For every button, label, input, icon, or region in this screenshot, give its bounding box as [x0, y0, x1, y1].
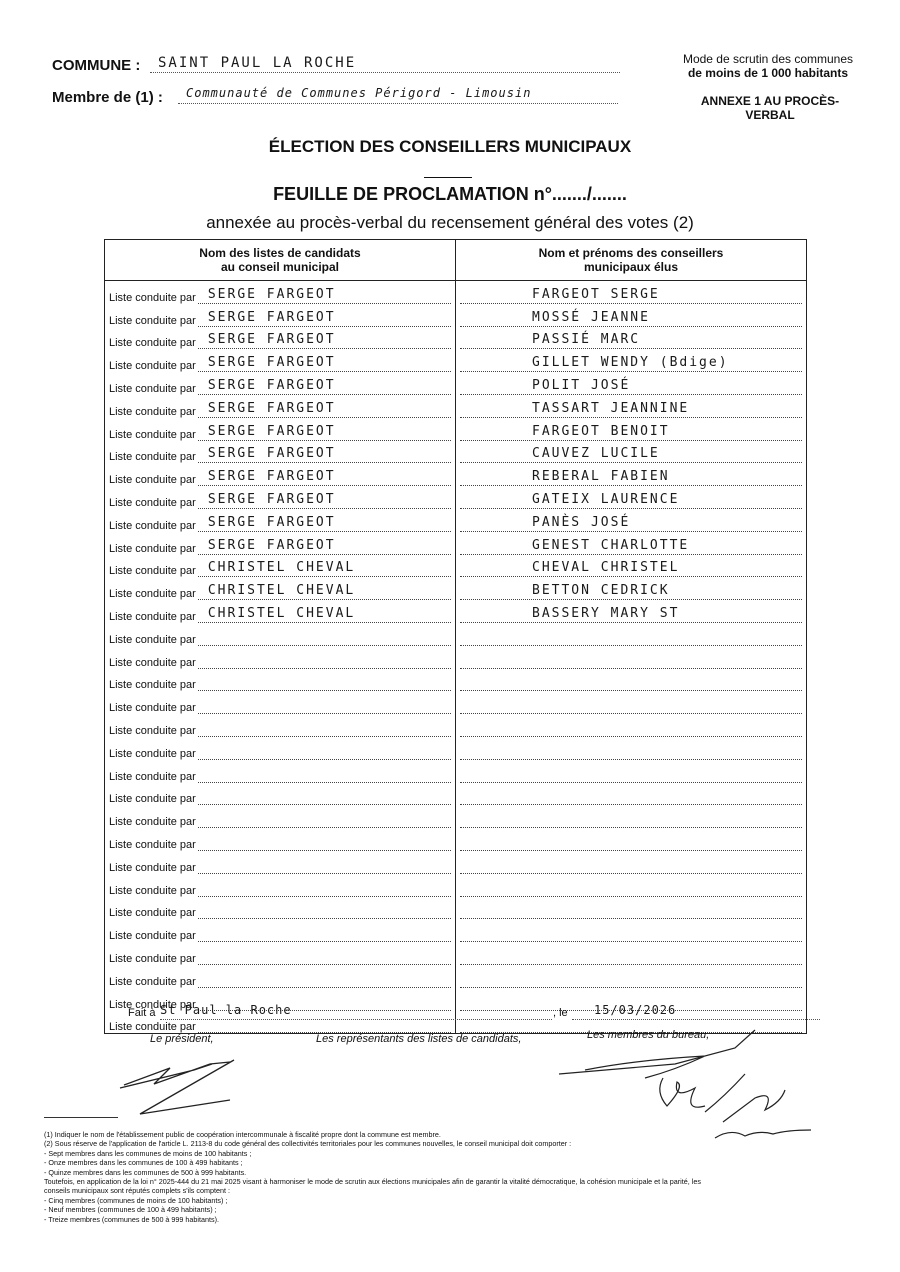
- row-label: Liste conduite par: [109, 1021, 196, 1034]
- table-row: [105, 965, 807, 988]
- table-row: [105, 646, 807, 669]
- row-label: Liste conduite par: [109, 633, 196, 646]
- elu-field[interactable]: [460, 286, 802, 304]
- feuille-title: FEUILLE DE PROCLAMATION n°......./.......: [273, 184, 627, 204]
- elu-cell: [456, 327, 807, 350]
- elu-field[interactable]: [460, 537, 802, 555]
- footnote-line: - Neuf membres (communes de 100 à 499 habitants) ;: [44, 1205, 217, 1215]
- liste-field[interactable]: [198, 1018, 451, 1033]
- row-label: Liste conduite par: [109, 816, 196, 829]
- row-label: Liste conduite par: [109, 724, 196, 737]
- liste-field[interactable]: [198, 768, 451, 783]
- table-row: [105, 828, 807, 851]
- elu-cell: [456, 874, 807, 897]
- liste-cell: [105, 395, 456, 418]
- liste-cell: [105, 349, 456, 372]
- liste-value: SERGE FARGEOT: [207, 309, 336, 325]
- elu-field[interactable]: [460, 631, 802, 646]
- elu-cell: [456, 897, 807, 920]
- liste-field[interactable]: [198, 471, 451, 486]
- elu-value: REBERAL FABIEN: [532, 469, 670, 485]
- elu-cell: [456, 851, 807, 874]
- row-label: Liste conduite par: [109, 952, 196, 965]
- row-label: Liste conduite par: [109, 610, 196, 623]
- row-label: Liste conduite par: [109, 930, 196, 943]
- row-label: Liste conduite par: [109, 656, 196, 669]
- elu-field[interactable]: [460, 471, 802, 486]
- elu-value: BASSERY MARY ST: [532, 605, 680, 621]
- elu-cell: [456, 783, 807, 806]
- elu-field[interactable]: [460, 491, 802, 509]
- liste-cell: [105, 646, 456, 669]
- liste-field[interactable]: [198, 377, 451, 395]
- liste-field[interactable]: [198, 562, 451, 577]
- table-row: [105, 600, 807, 623]
- table-row: [105, 532, 807, 555]
- liste-value: CHRISTEL CHEVAL: [207, 560, 356, 576]
- membre-value: Communauté de Communes Périgord - Limousin: [186, 86, 532, 100]
- elu-field[interactable]: [460, 309, 802, 327]
- elu-field[interactable]: [460, 927, 802, 942]
- liste-cell: [105, 828, 456, 851]
- row-label: Liste conduite par: [109, 519, 196, 532]
- liste-cell: [105, 600, 456, 623]
- elu-field[interactable]: [460, 859, 802, 874]
- footnote-line: (2) Sous réserve de l'application de l'article L. 2113-8 du code général des collectivités territoriales pour les communes nouvelles, le conseil municipal doit comporter :: [44, 1139, 572, 1149]
- elu-value: GENEST CHARLOTTE: [532, 537, 690, 553]
- liste-cell: [105, 965, 456, 988]
- liste-value: SERGE FARGEOT: [207, 286, 336, 302]
- col-listes-header: [105, 240, 456, 281]
- elu-field[interactable]: [460, 448, 802, 463]
- row-label: Liste conduite par: [109, 314, 196, 327]
- liste-field[interactable]: [198, 790, 451, 805]
- liste-cell: [105, 463, 456, 486]
- annexe-line-1: ANNEXE 1 AU PROCÈS-: [700, 94, 840, 108]
- table-row: [105, 919, 807, 942]
- liste-field[interactable]: [198, 585, 451, 600]
- commune-label: COMMUNE :: [52, 57, 141, 74]
- liste-field[interactable]: [198, 904, 451, 919]
- liste-cell: [105, 577, 456, 600]
- footnote-line: - Onze membres dans les communes de 100 à 499 habitants ;: [44, 1158, 243, 1168]
- elu-value: PASSIÉ MARC: [532, 332, 641, 348]
- row-label: Liste conduite par: [109, 747, 196, 760]
- row-label: Liste conduite par: [109, 428, 196, 441]
- elu-field[interactable]: [460, 904, 802, 919]
- liste-cell: [105, 372, 456, 395]
- elu-value: MOSSÉ JEANNE: [532, 309, 650, 325]
- table-row: [105, 805, 807, 828]
- row-label: Liste conduite par: [109, 542, 196, 555]
- fait-lieu: St Paul la Roche: [160, 1003, 292, 1017]
- row-label: Liste conduite par: [109, 382, 196, 395]
- elu-cell: [456, 441, 807, 464]
- elu-field[interactable]: [460, 357, 802, 372]
- table-row: [105, 760, 807, 783]
- liste-field[interactable]: [198, 676, 451, 691]
- elu-field[interactable]: [460, 562, 802, 577]
- table-row: [105, 851, 807, 874]
- membre-field: [178, 86, 618, 104]
- liste-field[interactable]: [198, 514, 451, 532]
- row-label: Liste conduite par: [109, 975, 196, 988]
- table-row: [105, 327, 807, 350]
- elu-cell: [456, 372, 807, 395]
- liste-value: SERGE FARGEOT: [207, 514, 336, 530]
- liste-value: SERGE FARGEOT: [207, 400, 336, 416]
- liste-field[interactable]: [198, 950, 451, 965]
- liste-value: SERGE FARGEOT: [207, 491, 336, 507]
- commune-field: [150, 55, 620, 73]
- table-row: [105, 441, 807, 464]
- liste-field[interactable]: [198, 654, 451, 669]
- elu-cell: [456, 965, 807, 988]
- liste-cell: [105, 942, 456, 965]
- elu-cell: [456, 555, 807, 578]
- table-row: [105, 942, 807, 965]
- fait-lieu-field: [160, 1005, 552, 1020]
- elu-field[interactable]: [460, 882, 802, 897]
- elu-field[interactable]: [460, 699, 802, 714]
- table-row: [105, 669, 807, 692]
- liste-cell: [105, 281, 456, 304]
- elu-cell: [456, 919, 807, 942]
- elu-cell: [456, 942, 807, 965]
- liste-field[interactable]: [198, 813, 451, 828]
- elu-field[interactable]: [460, 768, 802, 783]
- mode-line-1: Mode de scrutin des communes: [682, 52, 854, 66]
- elu-cell: [456, 600, 807, 623]
- liste-field[interactable]: [198, 882, 451, 897]
- elu-value: PANÈS JOSÉ: [532, 514, 631, 530]
- title-separator: [424, 177, 472, 178]
- elu-field[interactable]: [460, 790, 802, 805]
- liste-field[interactable]: [198, 836, 451, 851]
- table-row: [105, 349, 807, 372]
- liste-value: SERGE FARGEOT: [207, 537, 336, 553]
- liste-cell: [105, 304, 456, 327]
- liste-field[interactable]: [198, 859, 451, 874]
- elu-cell: [456, 509, 807, 532]
- table-row: [105, 418, 807, 441]
- elu-value: POLIT JOSÉ: [532, 377, 631, 393]
- elu-field[interactable]: [460, 605, 802, 623]
- page-title: ÉLECTION DES CONSEILLERS MUNICIPAUX: [268, 137, 632, 156]
- table-row: [105, 714, 807, 737]
- liste-value: SERGE FARGEOT: [207, 332, 336, 348]
- liste-cell: [105, 669, 456, 692]
- date-value: 15/03/2026: [594, 1003, 677, 1017]
- row-label: Liste conduite par: [109, 907, 196, 920]
- elu-field[interactable]: [460, 654, 802, 669]
- mode-line-2: de moins de 1 000 habitants: [687, 66, 849, 80]
- liste-cell: [105, 897, 456, 920]
- commune-value: SAINT PAUL LA ROCHE: [158, 55, 357, 71]
- row-label: Liste conduite par: [109, 496, 196, 509]
- liste-value: SERGE FARGEOT: [207, 423, 336, 439]
- row-label: Liste conduite par: [109, 884, 196, 897]
- elu-field[interactable]: [460, 973, 802, 988]
- liste-field[interactable]: [198, 286, 451, 304]
- liste-value: SERGE FARGEOT: [207, 446, 336, 462]
- elu-cell: [456, 532, 807, 555]
- row-label: Liste conduite par: [109, 360, 196, 373]
- table-row: [105, 577, 807, 600]
- elu-value: FARGEOT BENOIT: [532, 423, 670, 439]
- elu-field[interactable]: [460, 514, 802, 532]
- row-label: Liste conduite par: [109, 405, 196, 418]
- elu-field[interactable]: [460, 400, 802, 418]
- table-row: [105, 783, 807, 806]
- annexe-label: [680, 94, 860, 122]
- liste-cell: [105, 851, 456, 874]
- elu-cell: [456, 418, 807, 441]
- liste-field[interactable]: [198, 927, 451, 942]
- elu-cell: [456, 349, 807, 372]
- liste-field[interactable]: [198, 631, 451, 646]
- row-label: Liste conduite par: [109, 861, 196, 874]
- liste-field[interactable]: [198, 334, 451, 349]
- table-row: [105, 463, 807, 486]
- fait-line: [128, 1007, 156, 1019]
- footnote-separator: [44, 1117, 118, 1118]
- liste-value: CHRISTEL CHEVAL: [207, 583, 356, 599]
- elu-field[interactable]: [460, 334, 802, 349]
- liste-field[interactable]: [198, 605, 451, 623]
- table-row: [105, 691, 807, 714]
- col2-line2: municipaux élus: [583, 260, 679, 274]
- liste-value: SERGE FARGEOT: [207, 469, 336, 485]
- footnote-line: Toutefois, en application de la loi n° 2025-444 du 21 mai 2025 visant à harmoniser le mode de scrutin aux élections municipales afin de garantir la vitalité démocratique, la cohésion municipale et la parité, les: [44, 1177, 701, 1187]
- footnote-line: - Quinze membres dans les communes de 500 à 999 habitants.: [44, 1167, 247, 1177]
- liste-field[interactable]: [198, 400, 451, 418]
- table-row: [105, 395, 807, 418]
- liste-cell: [105, 919, 456, 942]
- membre-label: Membre de (1) :: [52, 89, 163, 106]
- col1-line2: au conseil municipal: [220, 260, 340, 274]
- date-field: [572, 1005, 820, 1020]
- elu-cell: [456, 714, 807, 737]
- footnote-line: - Cinq membres (communes de moins de 100 habitants) ;: [44, 1195, 228, 1205]
- elu-cell: [456, 623, 807, 646]
- elu-value: CAUVEZ LUCILE: [532, 446, 660, 462]
- liste-cell: [105, 805, 456, 828]
- liste-cell: [105, 441, 456, 464]
- footnote-line: - Treize membres (communes de 500 à 999 habitants).: [44, 1214, 219, 1224]
- liste-field[interactable]: [198, 309, 451, 327]
- table-row: [105, 555, 807, 578]
- col1-line1: Nom des listes de candidats: [199, 246, 361, 260]
- liste-field[interactable]: [198, 537, 451, 555]
- liste-value: SERGE FARGEOT: [207, 355, 336, 371]
- liste-field[interactable]: [198, 423, 451, 441]
- row-label: Liste conduite par: [109, 565, 196, 578]
- row-label: Liste conduite par: [109, 770, 196, 783]
- elu-cell: [456, 760, 807, 783]
- elu-field[interactable]: [460, 950, 802, 965]
- liste-field[interactable]: [198, 722, 451, 737]
- elu-field[interactable]: [460, 745, 802, 760]
- table-row: [105, 874, 807, 897]
- elu-cell: [456, 828, 807, 851]
- liste-cell: [105, 486, 456, 509]
- row-label: Liste conduite par: [109, 998, 196, 1011]
- row-label: Liste conduite par: [109, 793, 196, 806]
- elu-field[interactable]: [460, 377, 802, 395]
- elu-field[interactable]: [460, 676, 802, 691]
- liste-cell: [105, 783, 456, 806]
- elu-field[interactable]: [460, 722, 802, 737]
- row-label: Liste conduite par: [109, 291, 196, 304]
- footnote-line: - Sept membres dans les communes de moins de 100 habitants ;: [44, 1148, 252, 1158]
- le-label: , le: [553, 1007, 568, 1019]
- footnote-line: (1) Indiquer le nom de l'établissement public de coopération intercommunale à fiscalité propre dont la commune est membre.: [44, 1130, 441, 1139]
- elu-value: FARGEOT SERGE: [532, 286, 660, 302]
- liste-cell: [105, 737, 456, 760]
- elu-cell: [456, 646, 807, 669]
- liste-cell: [105, 532, 456, 555]
- table-row: [105, 372, 807, 395]
- elu-field[interactable]: [460, 585, 802, 600]
- elu-field[interactable]: [460, 813, 802, 828]
- liste-field[interactable]: [198, 357, 451, 372]
- liste-cell: [105, 691, 456, 714]
- footnote-line: conseils municipaux sont réputés complets s'ils comptent :: [44, 1186, 230, 1196]
- elu-cell: [456, 691, 807, 714]
- col2-line1: Nom et prénoms des conseillers: [538, 246, 724, 260]
- table-row: [105, 509, 807, 532]
- representants-label: Les représentants des listes de candidats,: [316, 1033, 522, 1045]
- liste-cell: [105, 327, 456, 350]
- elu-cell: [456, 281, 807, 304]
- elu-cell: [456, 805, 807, 828]
- row-label: Liste conduite par: [109, 337, 196, 350]
- liste-field[interactable]: [198, 491, 451, 509]
- row-label: Liste conduite par: [109, 838, 196, 851]
- liste-value: CHRISTEL CHEVAL: [207, 605, 356, 621]
- footnotes: [44, 1130, 864, 1224]
- liste-cell: [105, 418, 456, 441]
- proclamation-table: [104, 239, 807, 1034]
- table-row: [105, 623, 807, 646]
- liste-field[interactable]: [198, 448, 451, 463]
- liste-cell: [105, 555, 456, 578]
- liste-value: SERGE FARGEOT: [207, 377, 336, 393]
- row-label: Liste conduite par: [109, 679, 196, 692]
- elu-value: GATEIX LAURENCE: [532, 491, 680, 507]
- elu-cell: [456, 577, 807, 600]
- liste-field[interactable]: [198, 699, 451, 714]
- row-label: Liste conduite par: [109, 451, 196, 464]
- table-row: [105, 737, 807, 760]
- liste-cell: [105, 623, 456, 646]
- elu-value: GILLET WENDY (Bdige): [532, 355, 729, 371]
- elu-cell: [456, 486, 807, 509]
- mode-scrutin: [660, 52, 876, 80]
- table-row: [105, 304, 807, 327]
- liste-field[interactable]: [198, 973, 451, 988]
- president-label: Le président,: [150, 1033, 214, 1045]
- table-row: [105, 281, 807, 304]
- row-label: Liste conduite par: [109, 588, 196, 601]
- table-row: [105, 897, 807, 920]
- membres-label: Les membres du bureau,: [587, 1029, 710, 1041]
- elu-value: CHEVAL CHRISTEL: [532, 560, 680, 576]
- col-elus-header: [456, 240, 807, 281]
- elu-cell: [456, 737, 807, 760]
- president-signature: [110, 1040, 260, 1120]
- elu-cell: [456, 304, 807, 327]
- liste-cell: [105, 760, 456, 783]
- liste-field[interactable]: [198, 745, 451, 760]
- table-row: [105, 486, 807, 509]
- elu-field[interactable]: [460, 836, 802, 851]
- elu-cell: [456, 395, 807, 418]
- liste-cell: [105, 874, 456, 897]
- elu-cell: [456, 463, 807, 486]
- fait-label: Fait à: [128, 1007, 156, 1019]
- annexee-subtitle: annexée au procès-verbal du recensement général des votes (2): [206, 213, 694, 232]
- elu-cell: [456, 669, 807, 692]
- elu-value: TASSART JEANNINE: [532, 400, 690, 416]
- liste-cell: [105, 714, 456, 737]
- row-label: Liste conduite par: [109, 474, 196, 487]
- liste-cell: [105, 509, 456, 532]
- row-label: Liste conduite par: [109, 702, 196, 715]
- annexe-line-2: VERBAL: [745, 108, 795, 122]
- elu-field[interactable]: [460, 423, 802, 441]
- elu-value: BETTON CEDRICK: [532, 583, 670, 599]
